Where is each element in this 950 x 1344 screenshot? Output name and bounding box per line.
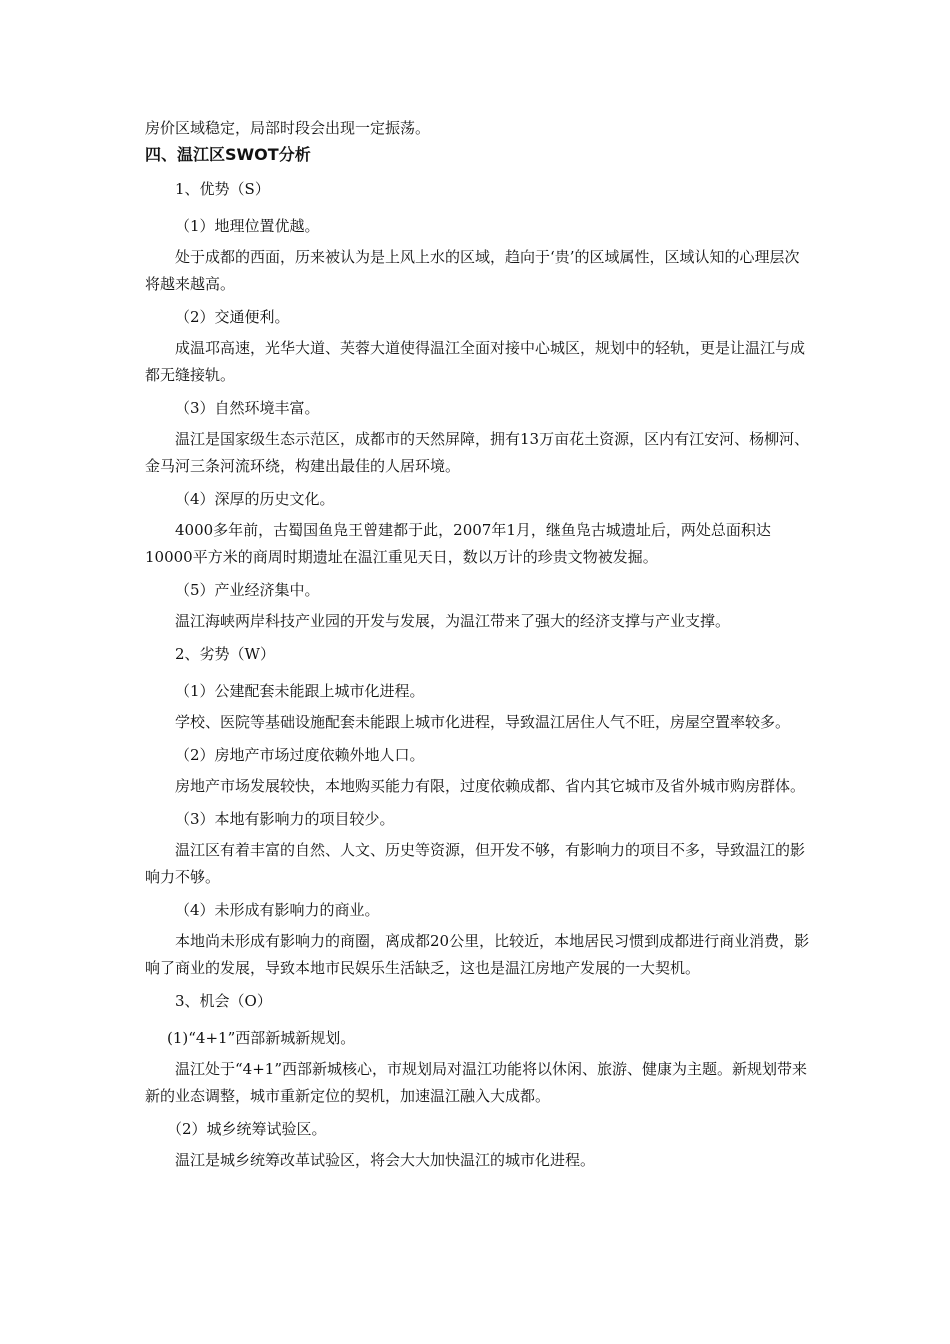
item-paragraph: 4000多年前，古蜀国鱼凫王曾建都于此，2007年1月，继鱼凫古城遗址后，两处总面积达10000平方米的商周时期遗址在温江重见天日，数以万计的珍贵文物被发掘。: [145, 521, 771, 566]
item-subtitle: （3）自然环境丰富。: [175, 399, 320, 417]
item-subtitle: （2）城乡统筹试验区。: [167, 1120, 327, 1138]
section-opportunities: [145, 988, 810, 1174]
item-subtitle: （1）地理位置优越。: [175, 217, 320, 235]
item-paragraph: 温江区有着丰富的自然、人文、历史等资源，但开发不够，有影响力的项目不多，导致温江的影响力不够。: [145, 841, 806, 886]
item-subtitle: （2）房地产市场过度依赖外地人口。: [175, 746, 425, 764]
item-paragraph: 学校、医院等基础设施配套未能跟上城市化进程，导致温江居住人气不旺，房屋空置率较多。: [175, 713, 791, 731]
item-subtitle: （5）产业经济集中。: [175, 581, 320, 599]
section-weaknesses: [145, 641, 810, 982]
item-paragraph: 温江海峡两岸科技产业园的开发与发展，为温江带来了强大的经济支撑与产业支撑。: [175, 612, 731, 630]
item-paragraph: 温江是城乡统筹改革试验区，将会大大加快温江的城市化进程。: [175, 1151, 596, 1169]
document-body: [145, 115, 810, 1180]
item-paragraph: 成温邛高速，光华大道、芙蓉大道使得温江全面对接中心城区，规划中的轻轨，更是让温江与成都无缝接轨。: [145, 339, 806, 384]
section-title: 1、优势（S）: [175, 180, 270, 198]
item-subtitle: （4）深厚的历史文化。: [175, 490, 335, 508]
item-subtitle: （2）交通便利。: [175, 308, 290, 326]
item-paragraph: 温江是国家级生态示范区，成都市的天然屏障，拥有13万亩花土资源，区内有江安河、杨柳河、金马河三条河流环绕，构建出最佳的人居环境。: [145, 430, 810, 475]
item-subtitle: （3）本地有影响力的项目较少。: [175, 810, 395, 828]
item-paragraph: 温江处于“4+1”西部新城核心，市规划局对温江功能将以休闲、旅游、健康为主题。新规划带来新的业态调整，城市重新定位的契机，加速温江融入大成都。: [145, 1060, 807, 1105]
item-subtitle: （1）公建配套未能跟上城市化进程。: [175, 682, 425, 700]
item-paragraph: 房地产市场发展较快，本地购买能力有限，过度依赖成都、省内其它城市及省外城市购房群体。: [175, 777, 806, 795]
item-subtitle: （4）未形成有影响力的商业。: [175, 901, 380, 919]
intro-paragraph: 房价区域稳定，局部时段会出现一定振荡。: [145, 119, 431, 137]
item-paragraph: 本地尚未形成有影响力的商圈，离成都20公里，比较近，本地居民习惯到成都进行商业消费，影响了商业的发展，导致本地市民娱乐生活缺乏，这也是温江房地产发展的一大契机。: [145, 932, 810, 977]
item-subtitle: (1)“4+1”西部新城新规划。: [167, 1029, 356, 1047]
section-title: 2、劣势（W）: [175, 645, 275, 663]
item-paragraph: 处于成都的西面，历来被认为是上风上水的区域，趋向于‘贵’的区域属性，区域认知的心理层次将越来越高。: [145, 248, 800, 293]
section-heading: 四、温江区SWOT分析: [145, 145, 311, 164]
section-strengths: [145, 176, 810, 635]
section-title: 3、机会（O）: [175, 992, 272, 1010]
